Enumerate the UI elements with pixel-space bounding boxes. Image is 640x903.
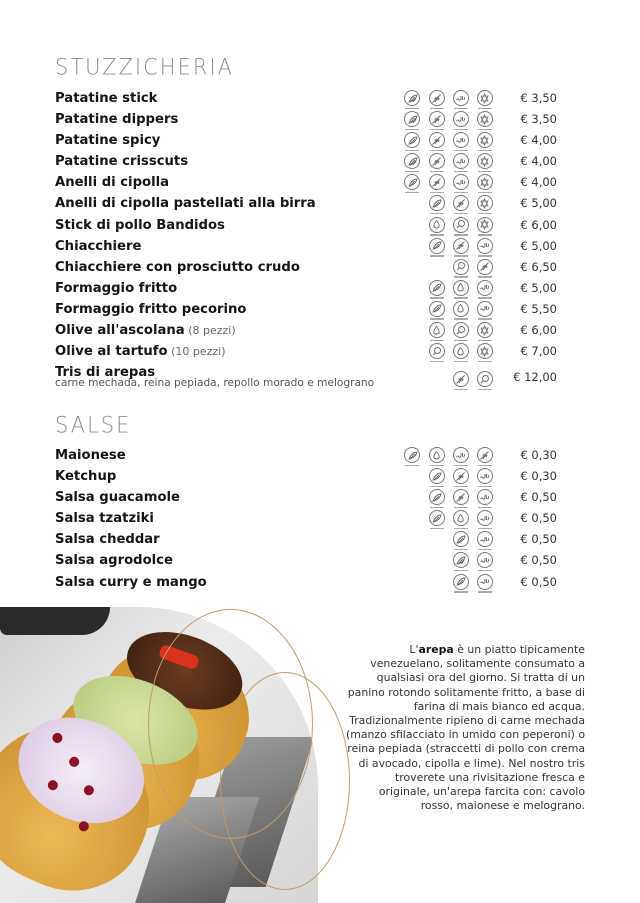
kosher-icon (477, 322, 493, 338)
menu-item-note: (10 pezzi) (167, 345, 226, 359)
lactose-free-icon (429, 322, 445, 338)
kosher-icon (477, 90, 493, 106)
section-title-salse: SALSE (55, 412, 132, 438)
vegetarian-icon (429, 510, 445, 526)
lactose-free-icon (453, 510, 469, 526)
menu-item-name: Formaggio fritto (55, 280, 178, 296)
menu-item-name: Salsa agrodolce (55, 553, 173, 569)
menu-item (55, 109, 565, 130)
menu-item (55, 257, 565, 278)
menu-item (55, 320, 565, 341)
halal-icon (477, 238, 493, 254)
halal-icon (477, 468, 493, 484)
menu-item (55, 193, 565, 214)
menu-item (55, 151, 565, 172)
menu-item-price: € 0,50 (520, 532, 557, 547)
vegetarian-icon (453, 531, 469, 547)
halal-icon (477, 510, 493, 526)
menu-item (55, 362, 565, 398)
menu-item-name: Ketchup (55, 469, 117, 485)
menu-item (55, 215, 565, 236)
menu-item (55, 278, 565, 299)
gluten-free-icon (429, 153, 445, 169)
lactose-free-icon (453, 301, 469, 317)
menu-list-stuzzicheria (55, 88, 565, 398)
vegetarian-icon (429, 489, 445, 505)
menu-item (55, 88, 565, 109)
menu-item-price: € 6,50 (520, 259, 557, 274)
halal-icon (453, 447, 469, 463)
halal-icon (453, 153, 469, 169)
menu-item-price: € 5,00 (520, 196, 557, 211)
halal-icon (477, 280, 493, 296)
halal-icon (453, 132, 469, 148)
menu-item-name: Formaggio fritto pecorino (55, 301, 247, 317)
kosher-icon (477, 111, 493, 127)
gluten-free-icon (453, 489, 469, 505)
gluten-free-icon (429, 90, 445, 106)
menu-item-price: € 0,50 (520, 490, 557, 505)
menu-item-price: € 4,00 (520, 175, 557, 190)
halal-icon (453, 111, 469, 127)
kosher-icon (477, 195, 493, 211)
vegetarian-icon (429, 238, 445, 254)
menu-item-name: Chiacchiere con prosciutto crudo (55, 259, 300, 275)
gluten-free-icon (429, 132, 445, 148)
decorative-ring (220, 672, 350, 890)
menu-item-price: € 12,00 (513, 370, 557, 385)
gluten-free-icon (429, 174, 445, 190)
menu-item (55, 172, 565, 193)
menu-item-name: Anelli di cipolla pastellati alla birra (55, 196, 316, 212)
kosher-icon (477, 343, 493, 359)
lactose-free-icon (453, 280, 469, 296)
menu-item-name: Patatine dippers (55, 112, 179, 128)
halal-icon (453, 90, 469, 106)
vegetarian-icon (429, 301, 445, 317)
menu-item (55, 487, 565, 508)
gluten-free-icon (453, 238, 469, 254)
menu-item (55, 299, 565, 320)
menu-item-name: Salsa cheddar (55, 532, 160, 548)
gluten-free-icon (453, 195, 469, 211)
menu-item-name: Patatine crisscuts (55, 154, 189, 170)
halal-icon (477, 531, 493, 547)
menu-item-price: € 5,00 (520, 280, 557, 295)
menu-item-price: € 6,00 (520, 217, 557, 232)
menu-item-name: Salsa guacamole (55, 490, 180, 506)
vegetarian-icon (429, 280, 445, 296)
menu-item-price: € 3,50 (520, 91, 557, 105)
menu-item-price: € 0,50 (520, 511, 557, 526)
kosher-icon (477, 132, 493, 148)
menu-item (55, 508, 565, 529)
gluten-free-icon (477, 259, 493, 275)
lactose-free-icon (453, 343, 469, 359)
lactose-free-icon (429, 217, 445, 233)
gluten-free-icon (477, 447, 493, 463)
vegan-icon (404, 90, 420, 106)
chicken-icon (453, 259, 469, 275)
menu-item (55, 529, 565, 550)
chicken-icon (453, 217, 469, 233)
halal-icon (477, 301, 493, 317)
menu-item (55, 550, 565, 571)
menu-item (55, 445, 565, 466)
vegetarian-icon (404, 132, 420, 148)
kosher-icon (477, 217, 493, 233)
vegetarian-icon (453, 574, 469, 590)
gluten-free-icon (453, 371, 469, 387)
menu-item-price: € 5,50 (520, 301, 557, 316)
halal-icon (477, 552, 493, 568)
halal-icon (453, 174, 469, 190)
menu-item (55, 466, 565, 487)
menu-item-price: € 4,00 (520, 154, 557, 169)
menu-item-name: Tris di arepas (55, 365, 156, 381)
halal-icon (477, 574, 493, 590)
section-title-stuzzicheria: STUZZICHERIA (55, 54, 234, 80)
menu-item-price: € 4,00 (520, 133, 557, 148)
menu-item-price: € 7,00 (520, 344, 557, 359)
menu-item (55, 341, 565, 362)
chicken-icon (477, 371, 493, 387)
kosher-icon (477, 174, 493, 190)
menu-item (55, 130, 565, 151)
arepa-highlight: arepa (418, 643, 454, 656)
menu-item-name: Salsa tzatziki (55, 511, 154, 527)
menu-item-price: € 3,50 (520, 112, 557, 127)
chicken-icon (453, 322, 469, 338)
vegetarian-icon (429, 468, 445, 484)
vegan-icon (404, 153, 420, 169)
vegan-icon (453, 552, 469, 568)
menu-item-note: (8 pezzi) (184, 324, 236, 338)
vegetarian-icon (404, 174, 420, 190)
menu-item-name: Olive al tartufo (10 pezzi) (55, 344, 226, 360)
menu-item-price: € 6,00 (520, 323, 557, 338)
menu-item-price: € 0,30 (520, 448, 557, 462)
menu-item-name: Salsa curry e mango (55, 574, 207, 590)
menu-item (55, 572, 565, 593)
menu-item-name: Chiacchiere (55, 238, 142, 254)
menu-item-description: carne mechada, reina pepiada, repollo morado e melograno (55, 377, 375, 390)
menu-item-price: € 0,50 (520, 553, 557, 568)
menu-item-name: Stick di pollo Bandidos (55, 217, 225, 233)
menu-item-name: Maionese (55, 448, 126, 463)
gluten-free-icon (453, 468, 469, 484)
menu-item-name: Olive all'ascolana (8 pezzi) (55, 323, 236, 339)
vegetarian-icon (429, 195, 445, 211)
arepa-description: L'arepa è un piatto tipicamente venezuelano, solitamente consumato a qualsiasi ora del giorno. Si tratta di un panino rotondo solitamente fritto, a base di farina di mais bianco ed acqua. Tradizionalmente ripieno di carne mechada (manzo sfilacciato in umido con peperoni) o reina pepiada (straccetti di pollo con crema di avocado, cipolla e lime). Nel nostro tris troverete una rivisitazione fresca e originale, un'arepa farcita con: cavolo rosso, maionese e melograno. (346, 643, 585, 813)
menu-item-price: € 5,00 (520, 238, 557, 253)
menu-item-name: Patatine stick (55, 91, 158, 106)
menu-item-name: Patatine spicy (55, 133, 161, 149)
gluten-free-icon (429, 111, 445, 127)
menu-list-salse (55, 445, 565, 593)
chicken-icon (429, 343, 445, 359)
menu-item-price: € 0,50 (520, 574, 557, 589)
kosher-icon (477, 153, 493, 169)
menu-item-price: € 0,30 (520, 469, 557, 484)
menu-item (55, 236, 565, 257)
halal-icon (477, 489, 493, 505)
menu-item-name: Anelli di cipolla (55, 175, 170, 191)
lactose-free-icon (429, 447, 445, 463)
vegan-icon (404, 111, 420, 127)
vegetarian-icon (404, 447, 420, 463)
